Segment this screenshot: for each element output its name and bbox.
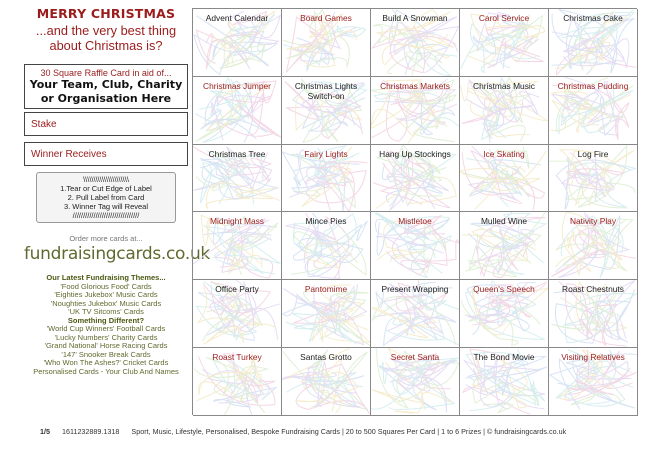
raffle-square[interactable] — [282, 280, 371, 348]
raffle-square[interactable] — [282, 348, 371, 416]
raffle-square[interactable] — [193, 348, 282, 416]
square-label: Christmas Lights Switch-on — [294, 80, 358, 101]
theme-item: Personalised Cards - Your Club And Names — [33, 366, 179, 376]
square-label: Ice Skating — [483, 148, 525, 159]
square-label: Carol Service — [478, 13, 530, 23]
square-label: Christmas Music — [473, 80, 535, 91]
themes-list — [24, 274, 188, 376]
square-label: Christmas Cake — [563, 13, 623, 23]
raffle-square[interactable] — [549, 348, 638, 416]
raffle-square[interactable] — [549, 280, 638, 348]
winner-label: Winner Receives — [31, 149, 107, 160]
square-label: Advent Calendar — [205, 13, 269, 23]
square-label: Hang Up Stockings — [379, 148, 451, 159]
raffle-square[interactable] — [460, 280, 549, 348]
square-label: Christmas Markets — [380, 80, 450, 91]
square-label: Queen's Speech — [473, 284, 535, 295]
order-text: Order more cards at... — [69, 234, 143, 243]
square-label: Present Wrapping — [381, 284, 449, 295]
square-label: Roast Chestnuts — [562, 284, 624, 295]
raffle-square[interactable] — [371, 145, 460, 213]
raffle-square[interactable] — [460, 212, 549, 280]
square-label: Christmas Tree — [208, 148, 266, 159]
square-label: Pantomime — [304, 284, 348, 295]
square-label: Christmas Pudding — [557, 80, 629, 91]
raffle-square[interactable] — [460, 9, 549, 77]
theme-item: 'Who Won The Ashes?' Cricket Cards — [43, 358, 169, 367]
site-link[interactable]: fundraisingcards.co.uk — [24, 244, 210, 264]
square-label: Board Games — [300, 13, 352, 23]
raffle-square[interactable] — [193, 9, 282, 77]
theme-item: 'Noughties Jukebox' Music Cards — [50, 298, 162, 308]
raffle-grid — [192, 8, 637, 415]
page-number: 1/5 — [40, 427, 50, 436]
tear-border-bottom: //////////////////////////////// — [72, 211, 140, 220]
theme-item: 'Food Glorious Food' Cards — [60, 281, 152, 291]
theme-item: 'World Cup Winners' Football Cards — [46, 324, 166, 333]
raffle-square[interactable] — [282, 77, 371, 145]
themes-subheading: Something Different? — [67, 315, 145, 325]
raffle-square[interactable] — [549, 9, 638, 77]
raffle-square[interactable] — [193, 280, 282, 348]
card-info-panel — [24, 6, 210, 412]
raffle-square[interactable] — [282, 145, 371, 213]
raffle-square[interactable] — [371, 77, 460, 145]
raffle-square[interactable] — [549, 212, 638, 280]
raffle-square[interactable] — [460, 348, 549, 416]
square-label: Nativity Play — [569, 216, 617, 227]
square-label: Mince Pies — [305, 216, 347, 227]
square-label: Fairy Lights — [304, 148, 348, 159]
tear-step-2: 2. Pull Label from Card — [67, 193, 145, 202]
square-label: Roast Turkey — [212, 351, 262, 362]
square-label: Midnight Mass — [210, 216, 264, 227]
raffle-square[interactable] — [371, 212, 460, 280]
square-label: The Bond Movie — [473, 351, 535, 362]
raffle-square[interactable] — [193, 212, 282, 280]
raffle-square[interactable] — [460, 145, 549, 213]
stake-field — [24, 112, 188, 136]
square-label: Mulled Wine — [480, 216, 528, 227]
raffle-square[interactable] — [193, 145, 282, 213]
tear-instructions — [36, 172, 176, 223]
raffle-intro: 30 Square Raffle Card in aid of... — [40, 68, 172, 78]
organisation-line1: Your Team, Club, Charity — [29, 78, 183, 91]
footer — [40, 427, 640, 436]
raffle-square[interactable] — [371, 9, 460, 77]
raffle-square[interactable] — [371, 280, 460, 348]
raffle-square[interactable] — [371, 348, 460, 416]
square-label: Christmas Jumper — [203, 80, 271, 91]
winner-field — [24, 142, 188, 166]
square-label: Build A Snowman — [382, 13, 448, 23]
card-subtitle-line1: ...and the very best thing — [35, 23, 177, 38]
tear-border-top: \\\\\\\\\\\\\\\\\\\\\\ — [83, 175, 129, 184]
card-title: MERRY CHRISTMAS — [36, 6, 176, 21]
serial-number: 1611232889.1318 — [61, 427, 120, 436]
raffle-square[interactable] — [282, 212, 371, 280]
square-label: Visiting Relatives — [561, 351, 625, 362]
raffle-square[interactable] — [282, 9, 371, 77]
stake-label: Stake — [31, 119, 57, 130]
raffle-square[interactable] — [193, 77, 282, 145]
theme-item: '147' Snooker Break Cards — [61, 349, 151, 359]
themes-heading: Our Latest Fundraising Themes... — [46, 273, 166, 282]
raffle-square[interactable] — [549, 145, 638, 213]
theme-item: 'Eighties Jukebox' Music Cards — [54, 290, 158, 299]
square-label: Secret Santa — [390, 351, 440, 362]
theme-item: 'Lucky Numbers' Charity Cards — [54, 332, 158, 342]
square-label: Log Fire — [577, 148, 609, 159]
tear-step-1: 1.Tear or Cut Edge of Label — [60, 184, 152, 193]
raffle-square[interactable] — [549, 77, 638, 145]
footer-tagline: Sport, Music, Lifestyle, Personalised, Bespoke Fundraising Cards | 20 to 500 Squares Per Card | 1 to 6 Prizes | © fundraisingcards.co.uk — [131, 427, 567, 436]
card-subtitle-line2: about Christmas is? — [49, 38, 163, 53]
square-label: Santas Grotto — [300, 351, 352, 362]
raffle-banner — [24, 64, 188, 109]
square-label: Office Party — [215, 284, 259, 295]
theme-item: 'Grand National' Horse Racing Cards — [44, 341, 168, 350]
theme-item: 'UK TV Sitcoms' Cards — [68, 307, 144, 316]
raffle-square[interactable] — [460, 77, 549, 145]
organisation-line2: or Organisation Here — [40, 91, 172, 105]
tear-step-3: 3. Winner Tag will Reveal — [63, 202, 149, 211]
square-label: Mistletoe — [398, 216, 432, 227]
